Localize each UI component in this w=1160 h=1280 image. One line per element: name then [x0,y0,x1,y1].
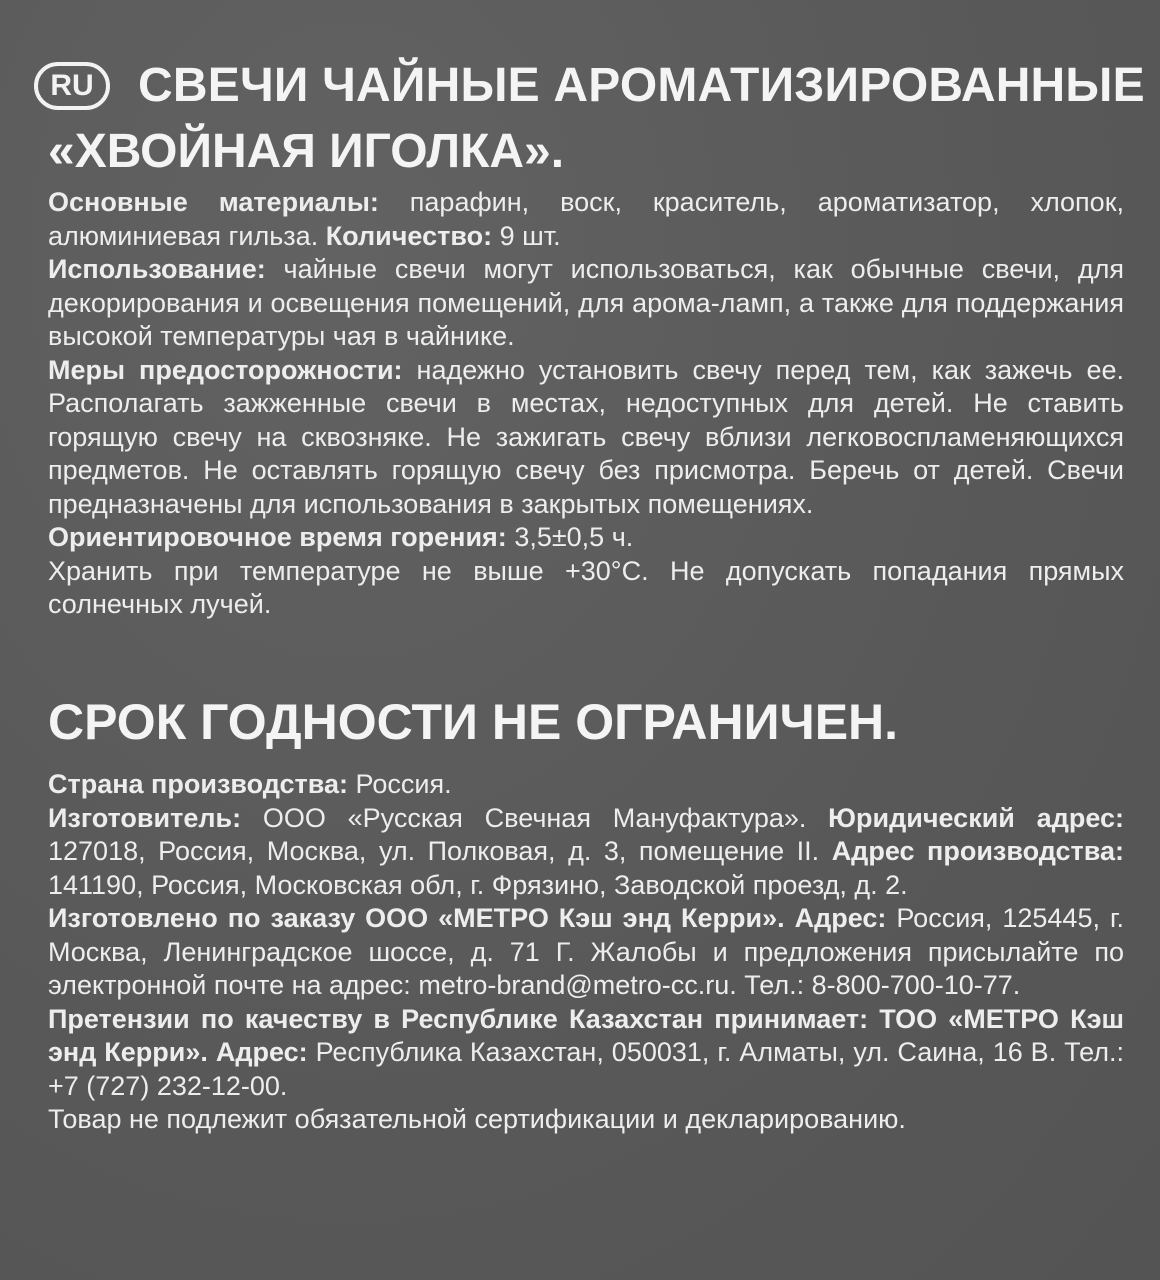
claims-label: Претензии по качеству в Республике Казахстан принимает: ТОО «МЕТРО Кэш энд Керри». Адрес: [48,1003,1124,1067]
materials-paragraph [48,186,1124,253]
product-title-line1: СВЕЧИ ЧАЙНЫЕ АРОМАТИЗИРОВАННЫЕ [138,59,1145,112]
burn-time-paragraph [48,521,1124,555]
product-title-line2: «ХВОЙНАЯ ИГОЛКА». [48,125,565,178]
claims-paragraph [48,1003,1124,1104]
claims-value: Республика Казахстан, 050031, г. Алматы, ул. Саина, 16 В. Тел.: +7 (727) 232-12-00. [48,1037,1124,1101]
country-paragraph [48,768,1124,802]
production-address-value: 141190, Россия, Московская обл, г. Фрязино, Заводской проезд, д. 2. [48,869,908,900]
precautions-label: Меры предосторожности: [48,354,403,385]
materials-text: парафин, воск, краситель, ароматизатор, хлопок, алюминиевая гильза. [48,187,1125,251]
manufacturer-label: Изготовитель: [48,802,242,833]
burn-time-value: 3,5±0,5 ч. [506,522,634,552]
quantity-label: Количество: [325,220,493,251]
quantity-value: 9 шт. [492,220,561,251]
order-paragraph [48,902,1124,1003]
production-address-label: Адрес производства: [831,836,1124,866]
usage-text: чайные свечи могут использоваться, как обычные свечи, для декорирования и освещения помещений, для арома-ламп, а также для поддержания высокой температуры чая в чайнике. [48,254,1124,351]
shelf-life-heading: СРОК ГОДНОСТИ НЕ ОГРАНИЧЕН. [48,694,899,750]
certification-paragraph: Товар не подлежит обязательной сертификации и декларированию. [48,1104,906,1134]
order-label: Изготовлено по заказу ООО «МЕТРО Кэш энд Керри». Адрес: [48,903,887,933]
burn-time-label: Ориентировочное время горения: [48,522,507,552]
header [34,54,1145,118]
precautions-paragraph [48,354,1124,522]
order-value: Россия, 125445, г. Москва, Ленинградское шоссе, д. 71 Г. Жалобы и предложения присылайте по электронной почте на адрес: metro-brand@metro-cc.ru. Тел.: 8-800-700-10-77. [48,903,1124,1000]
usage-label: Использование: [48,254,266,284]
product-info-block [48,186,1124,622]
legal-address-label: Юридический адрес: [828,802,1124,833]
manufacturer-info-block [48,768,1124,1137]
ru-language-badge: RU [34,62,110,110]
country-value: Россия. [348,769,452,799]
storage-paragraph: Хранить при температуре не выше +30°С. Не допускать попадания прямых солнечных лучей. [48,555,1124,619]
materials-label: Основные материалы: [48,187,379,217]
country-label: Страна производства: [48,769,349,799]
manufacturer-paragraph [48,802,1124,903]
manufacturer-value: ООО «Русская Свечная Мануфактура». [241,802,829,833]
precautions-text: надежно установить свечу перед тем, как зажечь ее. Располагать зажженные свечи в местах, недоступных для детей. Не ставить горящую свечу на сквозняке. Не зажигать свечу вблизи легковоспламеняющихся предметов. Не оставлять горящую свечу без присмотра. Беречь от детей. Свечи предназначены для использования в закрытых помещениях. [48,354,1125,519]
legal-address-value: 127018, Россия, Москва, ул. Полковая, д. 3, помещение II. [48,836,832,866]
usage-paragraph [48,253,1124,354]
